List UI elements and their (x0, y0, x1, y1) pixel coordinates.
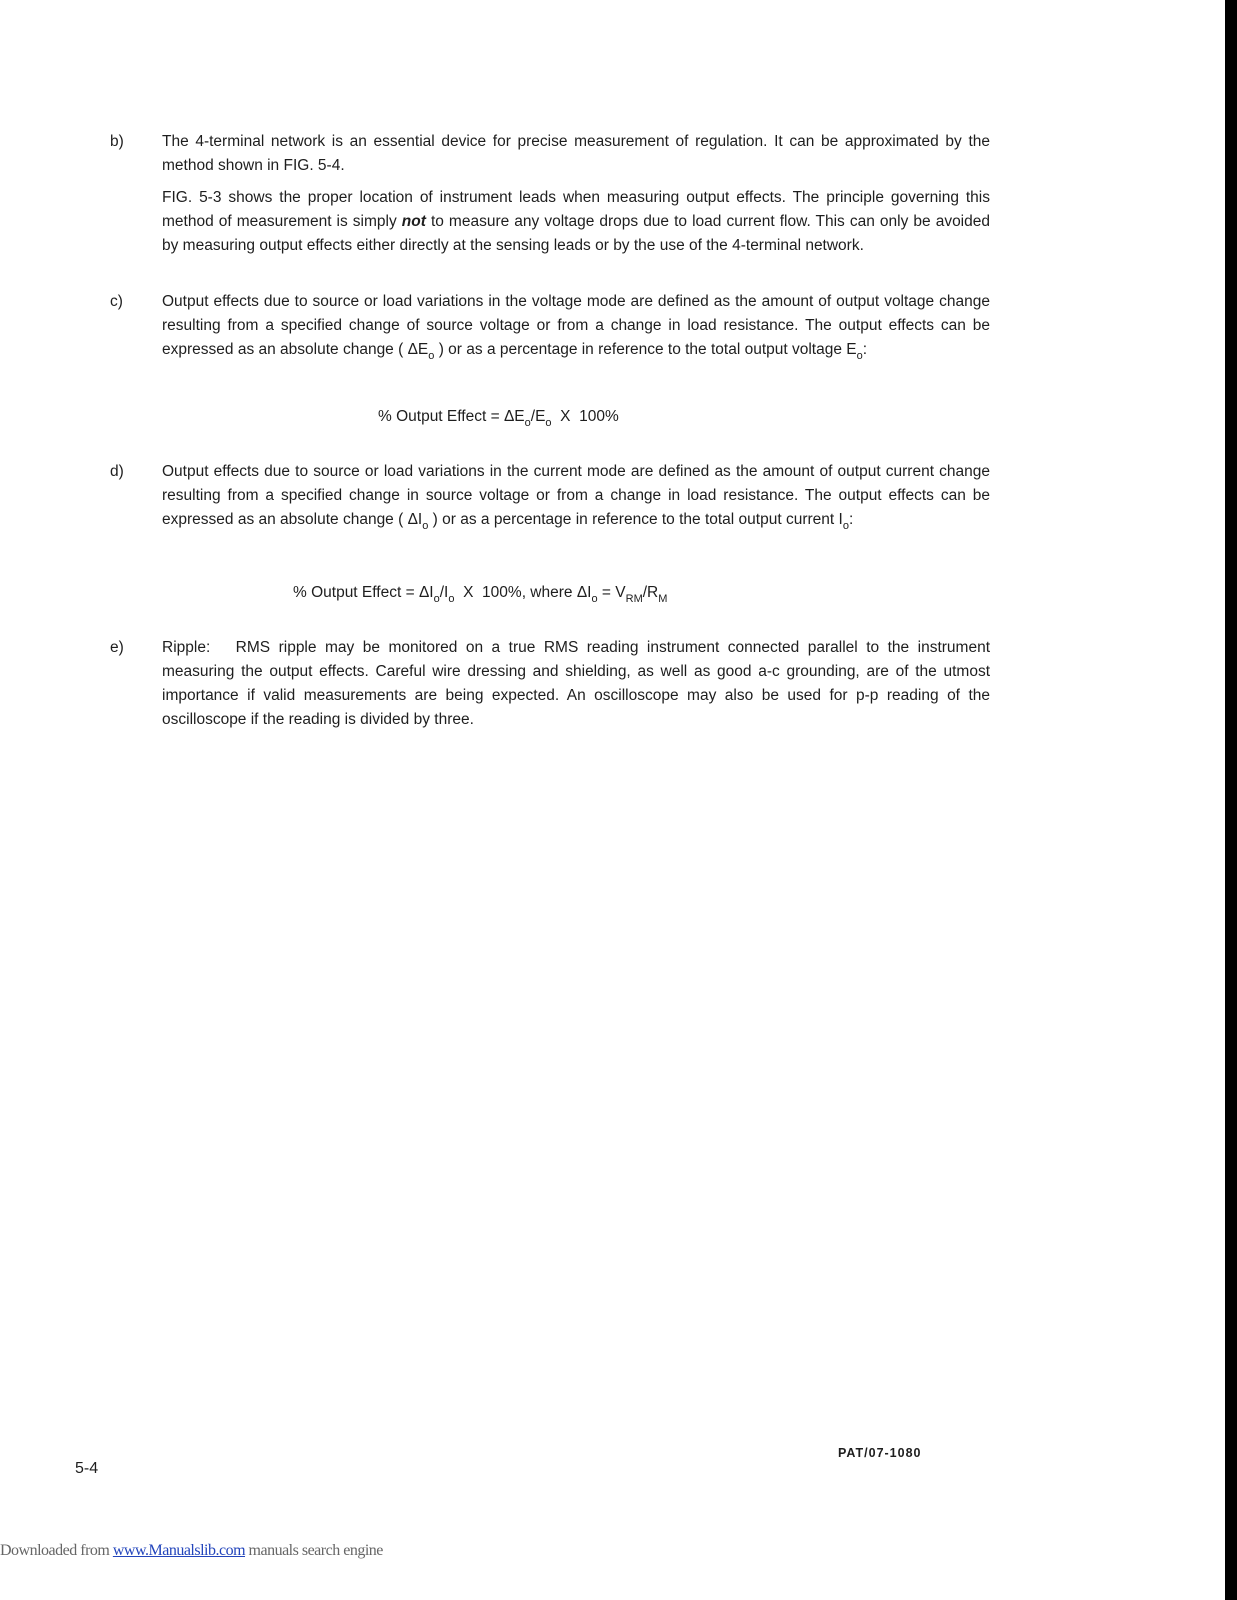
page-number: 5-4 (75, 1460, 99, 1477)
item-c-paragraph: Output effects due to source or load variations in the voltage mode are defined as the amount of output voltage change resulting from a specified change of source voltage or from a change in load resistance. The output effects can be expressed as an absolute change ( $\Delta E_o$ ) or as a percentage in reference to the total output voltage $E_o$: (162, 293, 990, 362)
item-d (110, 460, 990, 532)
item-b-label: b) (110, 133, 124, 150)
item-c-label: c) (110, 293, 123, 310)
manualslib-link[interactable]: www.Manualslib.com (112, 1542, 246, 1559)
item-e-paragraph: Ripple: RMS ripple may be monitored on a true RMS reading instrument connected parallel to the instrument measuring the output effects. Careful wire dressing and shielding, as well as good a-c grounding, are of the utmost importance if valid measurements are being expected. An oscilloscope may also be used for p-p reading of the oscilloscope if the reading is divided by three. (162, 639, 995, 728)
item-b (110, 130, 990, 258)
formula-voltage-output-effect: % Output Effect = $\Delta E_o/E_o$ X 100% (378, 408, 619, 429)
formula-current-output-effect: % Output Effect = $\Delta I_o/I_o$ X 100%, where $\Delta I_o = V_{RM}/R_M$ (293, 584, 668, 605)
document-code: PAT/07-1080 (838, 1446, 922, 1460)
item-d-label: d) (110, 463, 124, 480)
download-footer: Downloaded from www.Manualslib.com manuals search engine (0, 1542, 383, 1559)
emphasis-not: not (401, 213, 426, 230)
item-d-paragraph: Output effects due to source or load variations in the current mode are defined as the amount of output current change resulting from a specified change in source voltage or from a change in load resistance. The output effects can be expressed as an absolute change ( $\Delta I_o$ ) or as a percentage in reference to the total output current $I_o$: (162, 463, 990, 532)
item-b-paragraph-2: FIG. 5-3 shows the proper location of instrument leads when measuring output effects. The principle governing this method of measurement is simply not to measure any voltage drops due to load current flow. This can only be avoided by measuring output effects either directly at the sensing leads or by the use of the 4-terminal network. (162, 189, 990, 254)
item-e (110, 636, 995, 732)
item-b-paragraph-1: The 4-terminal network is an essential device for precise measurement of regulation. It can be approximated by the method shown in FIG. 5-4. (162, 133, 990, 174)
scan-edge-bar (1225, 0, 1237, 1600)
item-c (110, 290, 990, 362)
item-e-label: e) (110, 639, 124, 656)
